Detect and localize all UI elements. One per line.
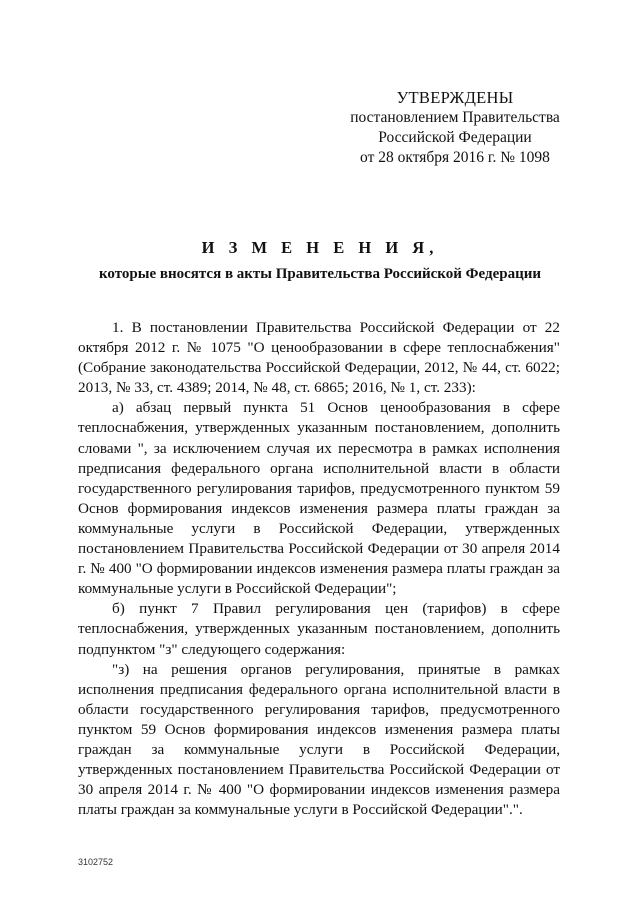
paragraph-subitem-a: а) абзац первый пункта 51 Основ ценообразования в сфере теплоснабжения, утвержденных указанным постановлением, дополнить словами ", за исключением случая их пересмотра в рамках исполнения предписания федерального органа исполнительной власти в области государственного регулирования тарифов, предусмотренного пунктом 59 Основ формирования индексов изменения размера платы граждан за коммунальные услуги в Российской Федерации, утвержденных постановлением Правительства Российской Федерации от 30 апреля 2014 г. № 400 "О формировании индексов изменения размера платы граждан за коммунальные услуги в Российской Федерации"; bbox=[78, 399, 560, 598]
paragraph-item-1: 1. В постановлении Правительства Российской Федерации от 22 октября 2012 г. № 1075 "О ценообразовании в сфере теплоснабжения" (Собрание законодательства Российской Федерации, 2012, № 44, ст. 6022; 2013, № 33, ст. 4389; 2014, № 48, ст. 6865; 2016, № 1, ст. 233): bbox=[78, 319, 560, 397]
paragraph-subitem-b: б) пункт 7 Правил регулирования цен (тарифов) в сфере теплоснабжения, утвержденных указанным постановлением, дополнить подпунктом "з" следующего содержания: bbox=[78, 600, 560, 658]
document-subheading: которые вносятся в акты Правительства Российской Федерации bbox=[98, 266, 542, 282]
document-code: 3102752 bbox=[78, 857, 114, 867]
approval-stamp bbox=[330, 88, 580, 168]
document-body bbox=[78, 318, 560, 820]
approval-line-1: постановлением Правительства bbox=[350, 109, 560, 126]
paragraph-quoted-subitem-z: "з) на решения органов регулирования, принятые в рамках исполнения предписания федерального органа исполнительной власти в области государственного регулирования тарифов, предусмотренного пунктом 59 Основ формирования индексов изменения размера платы граждан за коммунальные услуги в Российской Федерации, утвержденных постановлением Правительства Российской Федерации от 30 апреля 2014 г. № 400 "О формировании индексов изменения размера платы граждан за коммунальные услуги в Российской Федерации".". bbox=[78, 660, 560, 819]
approval-line-2: Российской Федерации bbox=[378, 129, 532, 146]
document-heading: И З М Е Н Е Н И Я, bbox=[201, 238, 439, 257]
approval-line-3: от 28 октября 2016 г. № 1098 bbox=[360, 149, 550, 166]
approval-title: УТВЕРЖДЕНЫ bbox=[396, 88, 514, 107]
